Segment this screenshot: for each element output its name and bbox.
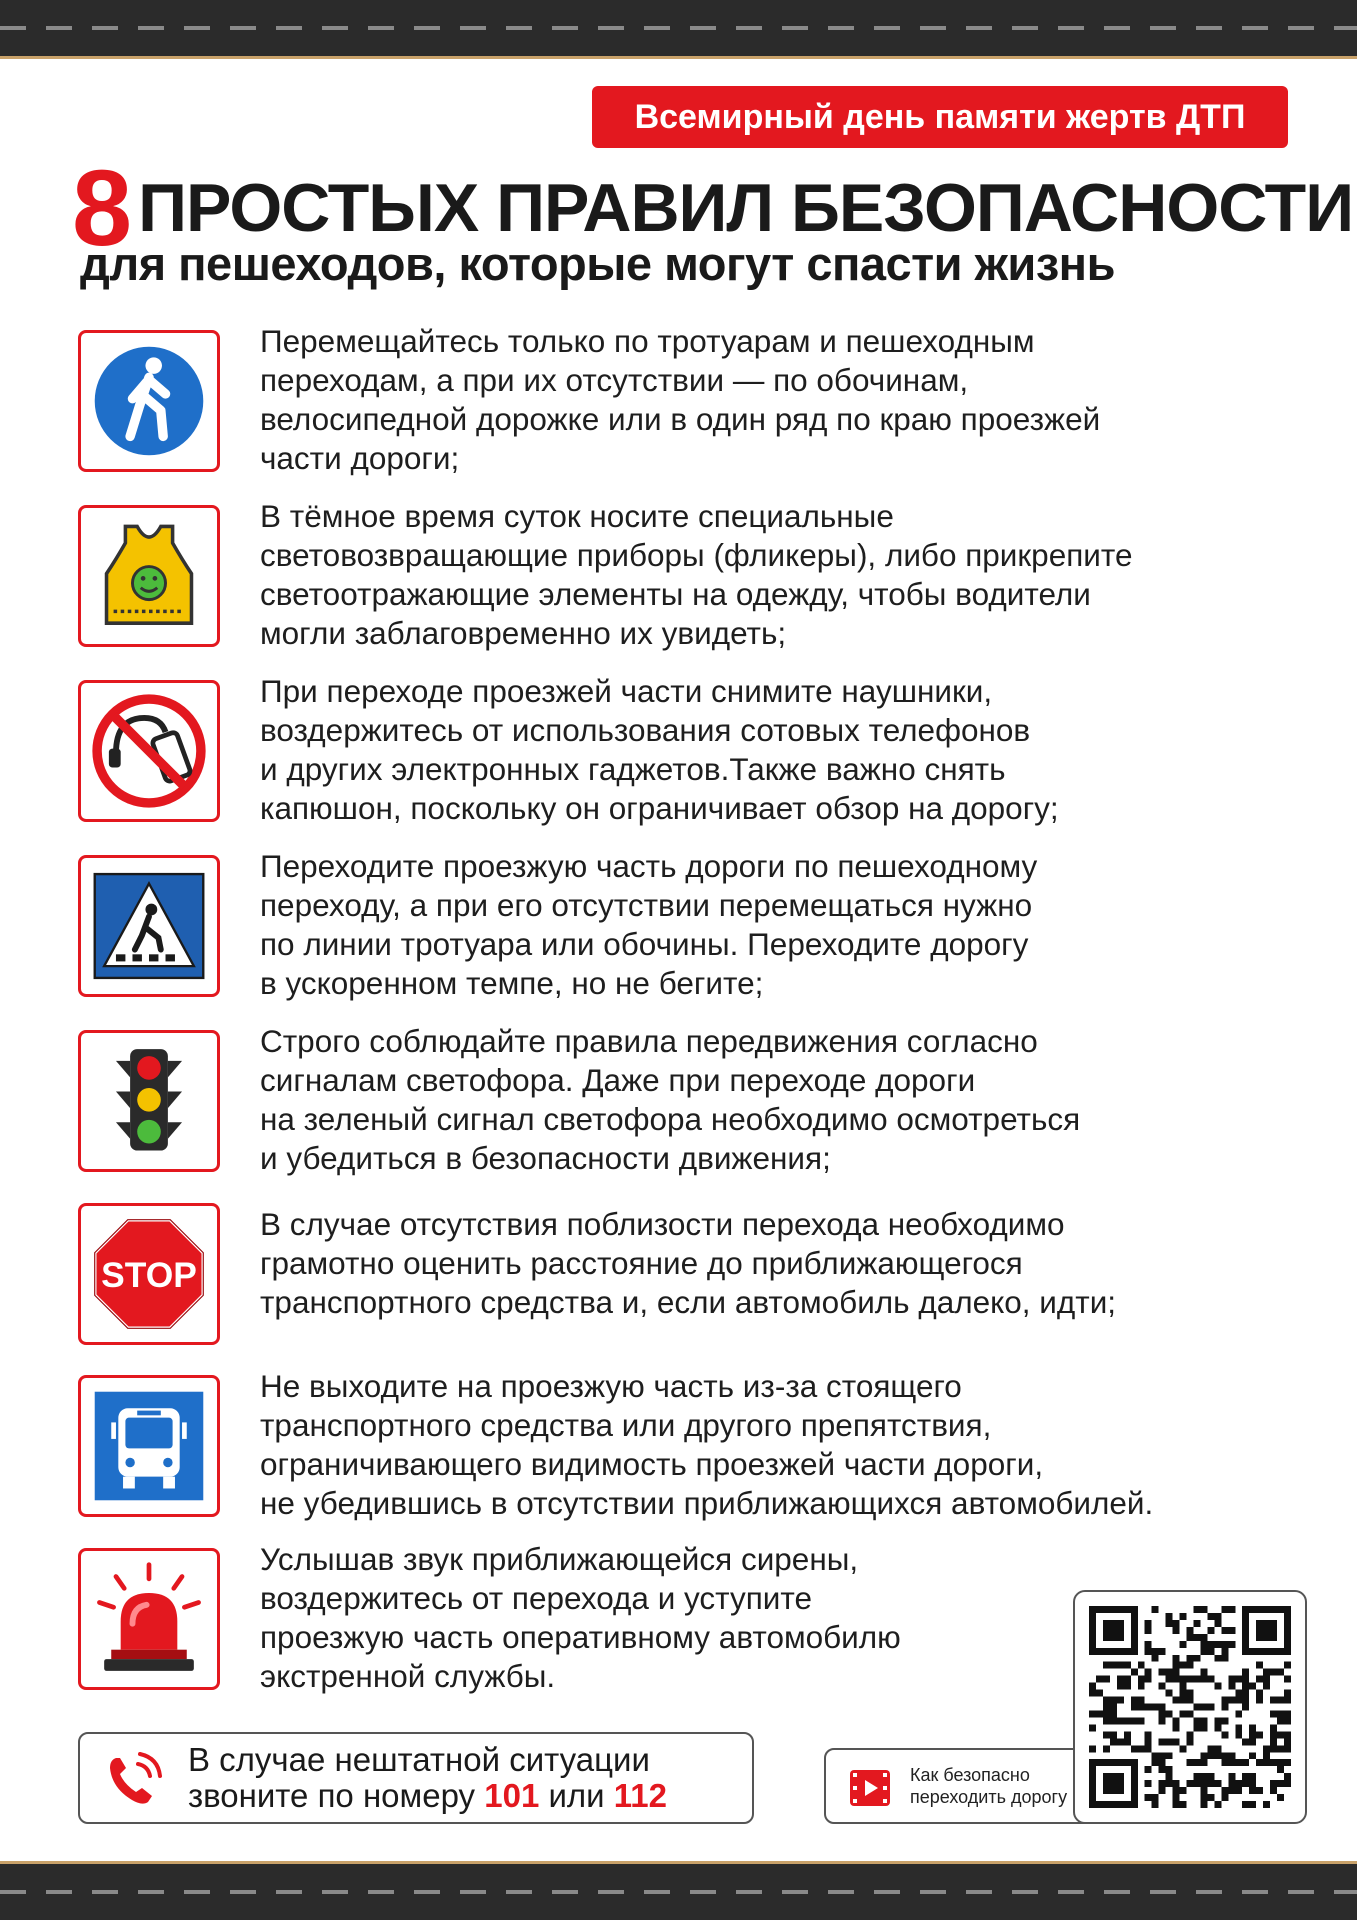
emergency-call-box [78, 1732, 754, 1824]
rule-text: Строго соблюдайте правила передвижения согласно сигналам светофора. Даже при переходе дороги на зеленый сигнал светофора необходимо осмотреться и убедиться в безопасности движения; [260, 1023, 1081, 1176]
emergency-text: В случае нештатной ситуации звоните по номеру 101 или 112 [188, 1741, 668, 1814]
reflective-vest-icon [90, 517, 208, 635]
rule-icon-frame [78, 505, 220, 647]
title-number: 8 [72, 147, 133, 268]
page-subtitle: для пешеходов, которые могут спасти жизнь [80, 237, 1115, 290]
emergency-number-101[interactable]: 101 [484, 1777, 540, 1814]
rule-item [78, 1023, 1318, 1180]
rule-icon-frame [78, 1375, 220, 1517]
traffic-light-icon [90, 1042, 208, 1160]
rule-text: Перемещайтесь только по тротуарам и пешеходным переходам, а при их отсутствии — по обочинам, велосипедной дорожке или в один ряд по краю проезжей части дороги; [260, 323, 1101, 476]
rule-item [78, 673, 1318, 830]
rule-item [78, 848, 1318, 1005]
siren-icon [90, 1560, 208, 1678]
rule-icon-frame [78, 1203, 220, 1345]
rule-item [78, 1368, 1318, 1525]
video-link[interactable] [824, 1748, 1094, 1824]
qr-code[interactable] [1073, 1590, 1307, 1824]
rule-text: Услышав звук приближающейся сирены, воздержитесь от перехода и уступите проезжую часть оперативному автомобилю экстренной службы. [260, 1541, 901, 1694]
bus-sign-icon [90, 1387, 208, 1505]
rule-item [78, 1203, 1318, 1353]
stop-sign-icon [90, 1215, 208, 1333]
road-header-decoration [0, 0, 1357, 59]
event-badge: Всемирный день памяти жертв ДТП [592, 86, 1288, 148]
road-footer-decoration [0, 1861, 1357, 1920]
emergency-number-112[interactable]: 112 [613, 1777, 668, 1814]
rule-text: В тёмное время суток носите специальные световозвращающие приборы (фликеры), либо прикрепите светоотражающие элементы на одежду, чтобы водители могли заблаговременно их увидеть; [260, 498, 1133, 651]
no-headphones-phone-icon [90, 692, 208, 810]
video-link-text: Как безопасно переходить дорогу [910, 1765, 1068, 1807]
title-text: ПРОСТЫХ ПРАВИЛ БЕЗОПАСНОСТИ [138, 170, 1354, 246]
rule-icon-frame [78, 680, 220, 822]
rule-text: При переходе проезжей части снимите наушники, воздержитесь от использования сотовых телефонов и других электронных гаджетов.Также важно снять капюшон, поскольку он ограничивает обзор на дорогу; [260, 673, 1059, 826]
rule-text: Не выходите на проезжую часть из-за стоящего транспортного средства или другого препятствия, ограничивающего видимость проезжей части дороги, не убедившись в отсутствии приближающихся автомобилей. [260, 1368, 1154, 1521]
rule-icon-frame [78, 330, 220, 472]
rule-text: В случае отсутствия поблизости перехода необходимо грамотно оценить расстояние до приближающегося транспортного средства и, если автомобиль далеко, идти; [260, 1206, 1117, 1320]
rule-icon-frame [78, 855, 220, 997]
crosswalk-sign-icon [90, 867, 208, 985]
video-play-icon [848, 1766, 892, 1810]
pedestrian-path-sign-icon [90, 342, 208, 460]
rule-text: Переходите проезжую часть дороги по пешеходному переходу, а при его отсутствии перемещаться нужно по линии тротуара или обочины. Переходите дорогу в ускоренном темпе, но не бегите; [260, 848, 1038, 1001]
rule-icon-frame [78, 1030, 220, 1172]
phone-icon [102, 1750, 162, 1810]
stop-sign-label: STOP [101, 1255, 197, 1295]
rule-icon-frame [78, 1548, 220, 1690]
qr-code-icon [1089, 1606, 1291, 1808]
rule-item [78, 323, 1318, 480]
rule-item [78, 498, 1318, 655]
